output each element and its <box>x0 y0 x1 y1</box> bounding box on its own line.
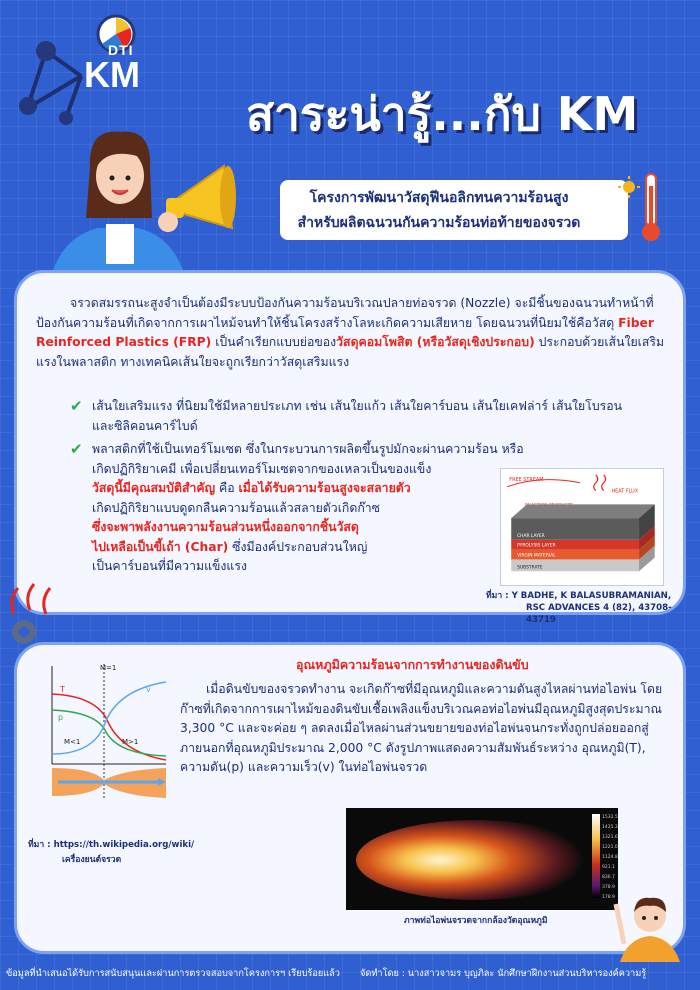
source2-line-2: เครื่องยนต์จรวด <box>62 855 122 865</box>
intro-part-3: ประกอบด้วยเส้นใยเสริมแรงในพลาสติก ทางเทคนิคเส้นใยจะถูกเรียกว่าวัสดุเสริมแรง <box>36 335 665 369</box>
thermoset-line-4: เกิดปฏิกิริยาแบบดูดกลืนความร้อนแล้วสลายตัวเกิดก๊าซ <box>92 500 381 515</box>
gear-heat-icon <box>4 580 60 646</box>
chart-label: M>1 <box>122 738 139 746</box>
diagram-source <box>486 590 676 626</box>
chart-label: p <box>58 713 64 722</box>
source1-line-1: ที่มา : Y BADHE, K BALASUBRAMANIAN, <box>486 591 672 601</box>
logo-dti-text: DTI <box>108 42 134 58</box>
decompose-highlight: เมื่อได้รับความร้อนสูงจะสลายตัว <box>238 481 411 495</box>
bullet-fibers <box>70 397 630 436</box>
scale-label: 178.9 <box>602 895 615 900</box>
frp-highlight: Fiber Reinforced Plastics (FRP) <box>36 315 654 349</box>
footer-credit: จัดทำโดย : นางสาวจามร บุญภิละ นักศึกษาฝึกงานส่วนบริหารองค์ความรู้ <box>360 968 647 979</box>
check-circle-icon: ✔ <box>70 397 83 415</box>
thermal-image-caption: ภาพท่อไอพ่นจรวดจากกล้องวัดอุณหภูมิ <box>404 916 548 926</box>
ablation-layer-diagram <box>500 468 664 586</box>
section2-title: อุณหภูมิความร้อนจากการทำงานของดินขับ <box>296 657 529 672</box>
thermoset-line-2: เกิดปฏิกิริยาเคมี เพื่อเปลี่ยนเทอร์โมเซตจากของเหลวเป็นของแข็ง <box>92 461 432 476</box>
scale-label: 378.9 <box>602 885 615 890</box>
scale-label: 1532.5 <box>602 815 618 820</box>
section2-body: เมื่อดินขับของจรวดทำงาน จะเกิดก๊าซที่มีอุณหภูมิและความดันสูงไหลผ่านท่อไอพ่น โดยก๊าซที่เกิดจากการเผาไหม้ของดินขับเชื้อเพลิงแข็งบริเวณคอท่อไอพ่นมีอุณหภูมิสูงสุดประมาณ 3,300 °C และจะค่อย ๆ ลดลงเมื่อไหลผ่านส่วนขยายของท่อไอพ่นจนกระทั่งถูกปล่อยออกสู่ภายนอกที่อุณหภูมิประมาณ 2,000 °C ดังรูปภาพแสดงความสัมพันธ์ระหว่าง อุณหภูมิ(T), ความดัน(p) และความเร็ว(v) ในท่อไอพ่นจรวด <box>180 682 663 774</box>
source1-line-2: RSC ADVANCES 4 (82), 43708-43719 <box>526 603 672 625</box>
scale-label: 1124.8 <box>602 855 618 860</box>
intro-part-1: จรวดสมรรถนะสูงจำเป็นต้องมีระบบป้องกันความร้อนบริเวณปลายท่อจรวด (Nozzle) จะมีชิ้นของฉนวนทำหน้าที่ป้องกันความร้อนที่เกิดจากการเผาไหม้จนทำให้ชิ้นโครงสร้างโลหะเกิดความเสียหาย โดยฉนวนที่นิยมใช้คือวัสดุ <box>36 296 654 330</box>
thermal-camera-image <box>346 808 618 910</box>
nozzle-flow-chart <box>42 660 172 800</box>
subtitle-banner <box>278 178 630 242</box>
page-title: สาระน่ารู้...กับ KM <box>246 87 639 141</box>
diagram-label: SUBSTRATE <box>517 565 543 571</box>
chart-label: M<1 <box>64 738 81 746</box>
intro-part-2: เป็นคำเรียกแบบย่อของ <box>211 335 337 349</box>
pointing-student-illustration <box>610 882 690 962</box>
scale-label: 836.7 <box>602 875 615 880</box>
chart-label: v <box>146 685 151 694</box>
thermoset-line-7: เป็นคาร์บอนที่มีความแข็งแรง <box>92 559 247 573</box>
source2-line-1: ที่มา : https://th.wikipedia.org/wiki/ <box>28 840 195 850</box>
diagram-label: HEAT FLUX <box>611 488 639 495</box>
scale-label: 1321.6 <box>602 835 618 840</box>
bullet-fibers-text: เส้นใยเสริมแรง ที่นิยมใช้มีหลายประเภท เช่น เส้นใยแก้ว เส้นใยคาร์บอน เส้นใยเคฟล่าร์ เส้นใยโบรอน และซิลิคอนคาร์ไบด์ <box>92 399 623 433</box>
diagram-label: VIRGIN MATERIAL <box>517 553 556 559</box>
intro-paragraph <box>36 294 672 372</box>
woman-megaphone-illustration <box>28 128 248 288</box>
thermoset-line-1: พลาสติกที่ใช้เป็นเทอร์โมเซต ซึ่งในกระบวนการผลิตขึ้นรูปมักจะผ่านความร้อน หรือ <box>92 442 524 456</box>
char-highlight: ไปเหลือเป็นขี้เถ้า (Char) <box>92 539 229 554</box>
sun-icon <box>618 176 640 198</box>
scale-label: 1221.0 <box>602 845 618 850</box>
diagram-label: CHAR LAYER <box>517 533 545 539</box>
check-circle-icon: ✔ <box>70 440 83 458</box>
logo-km-text: KM <box>84 54 140 95</box>
subtitle-line-2: สำหรับผลิตฉนวนกันความร้อนท่อท้ายของจรวด <box>297 215 581 231</box>
chart-label: T <box>60 685 65 694</box>
diagram-label: FREE STREAM <box>509 476 544 483</box>
thermoset-line-3-mid: คือ <box>215 481 239 495</box>
thermoset-line-6-end: ซึ่งมีองค์ประกอบส่วนใหญ่ <box>228 539 368 554</box>
scale-label: 1425.3 <box>602 825 618 830</box>
subtitle-line-1: โครงการพัฒนาวัสดุฟีนอลิกทนความร้อนสูง <box>309 190 569 206</box>
footer-disclaimer: ข้อมูลที่นำเสนอได้รับการสนับสนุนและผ่านการตรวจสอบจากโครงการฯ เรียบร้อยแล้ว <box>6 968 340 979</box>
composite-highlight: วัสดุคอมโพสิต (หรือวัสดุเชิงประกอบ) <box>336 335 535 349</box>
diagram-label: PYROLYSIS LAYER <box>517 543 556 549</box>
property-highlight: วัสดุนี้มีคุณสมบัติสำคัญ <box>92 481 216 495</box>
chart-label: M=1 <box>100 664 117 672</box>
thermoset-line-5: ซึ่งจะพาพลังงานความร้อนส่วนหนึ่งออกจากชิ้นวัสดุ <box>92 520 359 534</box>
thermometer-icon <box>640 172 662 244</box>
scale-label: 921.1 <box>602 865 615 870</box>
chart-source <box>28 838 198 868</box>
